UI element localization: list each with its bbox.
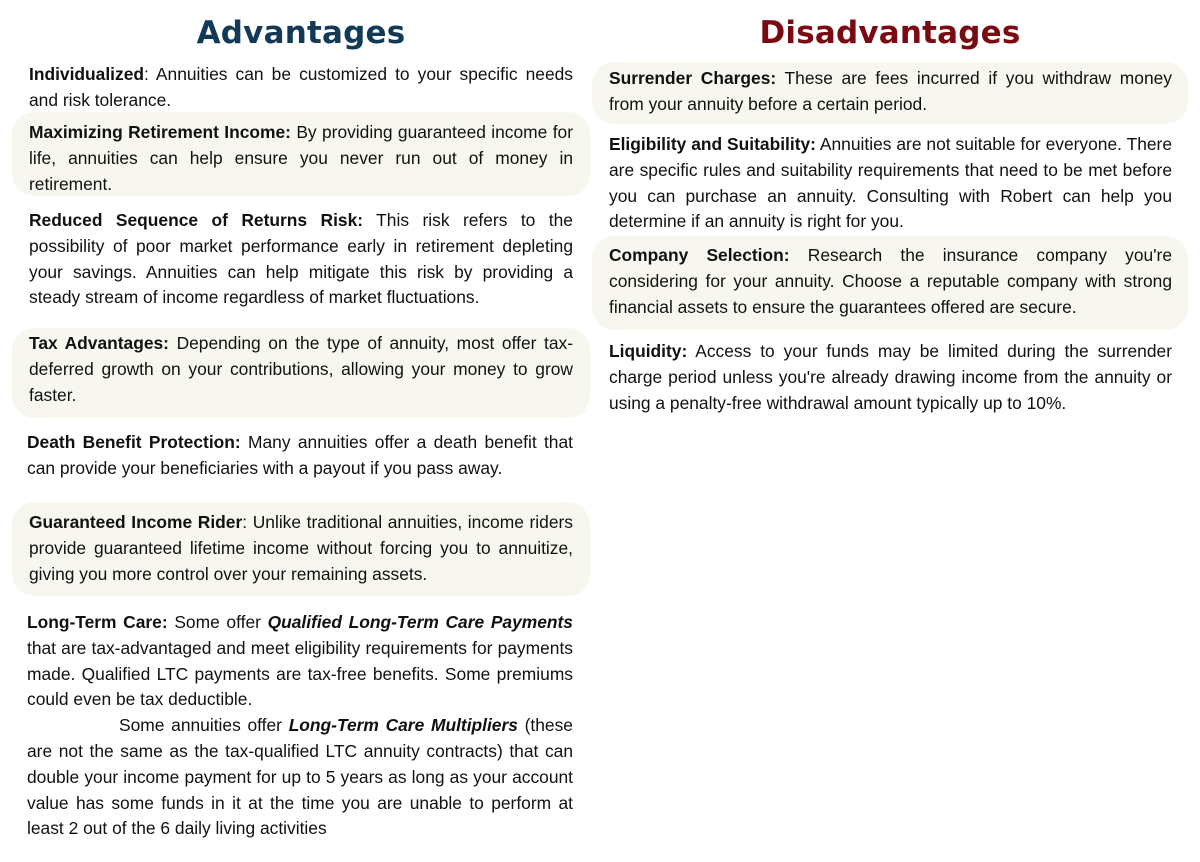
- advantage-death-benefit: [12, 418, 590, 502]
- advantage-term: Long-Term Care:: [27, 612, 168, 632]
- advantage-maximizing-income: [12, 112, 590, 196]
- advantage-text: Many annuities offer a death benefit that can provide your beneficiaries with a payout if you pass away.: [27, 432, 573, 478]
- advantages-heading: Advantages: [196, 15, 406, 51]
- advantage-term: Maximizing Retirement Income:: [29, 122, 291, 142]
- advantages-column: [12, 0, 590, 842]
- disadvantage-text: Annuities are not suitable for everyone. There are specific rules and suitability requirements that need to be met before you can purchase an annuity. Consulting with Robert can help you determine if an annuity is right for you.: [609, 134, 1172, 232]
- advantage-text: This risk refers to the possibility of poor market performance early in retirement depleting your savings. Annuities can help mitigate this risk by providing a steady stream of income regardless of market fluctuations.: [29, 210, 573, 308]
- advantage-term: Individualized: [29, 64, 144, 84]
- disadvantage-term: Surrender Charges:: [609, 68, 777, 88]
- emphasis-text: Long-Term Care Multipliers: [288, 715, 518, 736]
- advantage-long-term-care: Long-Term Care: Some offer Qualified Long-Term Care Payments that are tax-advantaged and meet eligibility requirements for payments made. Qualified LTC payments are tax-free benefits. Some premiums could even be tax deductible. Some annuities offer Long-Term Care Multipliers (these are not the same as the tax-qualified LTC annuity contracts) that can double your income payment for up to 5 years as long as your account value has some funds in it at the time you are unable to perform at least 2 out of the 6 daily living activities: [27, 612, 573, 839]
- disadvantage-surrender-charges: [592, 62, 1188, 124]
- advantage-income-rider: Guaranteed Income Rider: Unlike traditional annuities, income riders provide guaranteed lifetime income without forcing you to annuitize, giving you more control over your remaining assets.: [12, 502, 590, 596]
- advantage-term: Tax Advantages:: [29, 333, 169, 353]
- disadvantage-term: Company Selection:: [609, 245, 790, 265]
- disadvantage-text: Access to your funds may be limited during the surrender charge period unless you're already drawing income from the annuity or using a penalty-free withdrawal amount typically up to 10%.: [609, 341, 1172, 413]
- advantage-sequence-risk: [12, 196, 590, 328]
- advantage-individualized: Individualized: Annuities can be customized to your specific needs and risk tolerance.: [29, 64, 573, 110]
- disadvantage-term: Eligibility and Suitability:: [609, 134, 816, 154]
- disadvantage-company-selection: [592, 236, 1188, 330]
- disadvantage-text: Research the insurance company you're considering for your annuity. Choose a reputable company with strong financial assets to ensure the guarantees offered are secure.: [609, 245, 1172, 317]
- disadvantage-text: These are fees incurred if you withdraw money from your annuity before a certain period.: [609, 68, 1172, 114]
- emphasis-text: Qualified Long-Term Care Payments: [267, 612, 573, 632]
- advantage-tax: [12, 328, 590, 418]
- advantage-text: By providing guaranteed income for life, annuities can help ensure you never run out of money in retirement.: [29, 122, 573, 194]
- advantage-text: Unlike traditional annuities, income riders provide guaranteed lifetime income without forcing you to annuitize, giving you more control over your remaining assets.: [29, 512, 573, 584]
- disadvantages-column: [592, 0, 1188, 416]
- advantage-term: Reduced Sequence of Returns Risk:: [29, 210, 364, 230]
- advantage-term: Guaranteed Income Rider: [29, 512, 243, 532]
- disadvantage-term: Liquidity:: [609, 341, 688, 361]
- advantage-term: Death Benefit Protection:: [27, 432, 241, 452]
- disadvantages-heading: Disadvantages: [759, 15, 1021, 51]
- disadvantage-liquidity: [592, 330, 1188, 416]
- advantage-text: Annuities can be customized to your specific needs and risk tolerance.: [29, 64, 573, 110]
- disadvantage-eligibility: [592, 124, 1188, 236]
- advantage-text: Depending on the type of annuity, most offer tax-deferred growth on your contributions, allowing your money to grow faster.: [29, 333, 573, 405]
